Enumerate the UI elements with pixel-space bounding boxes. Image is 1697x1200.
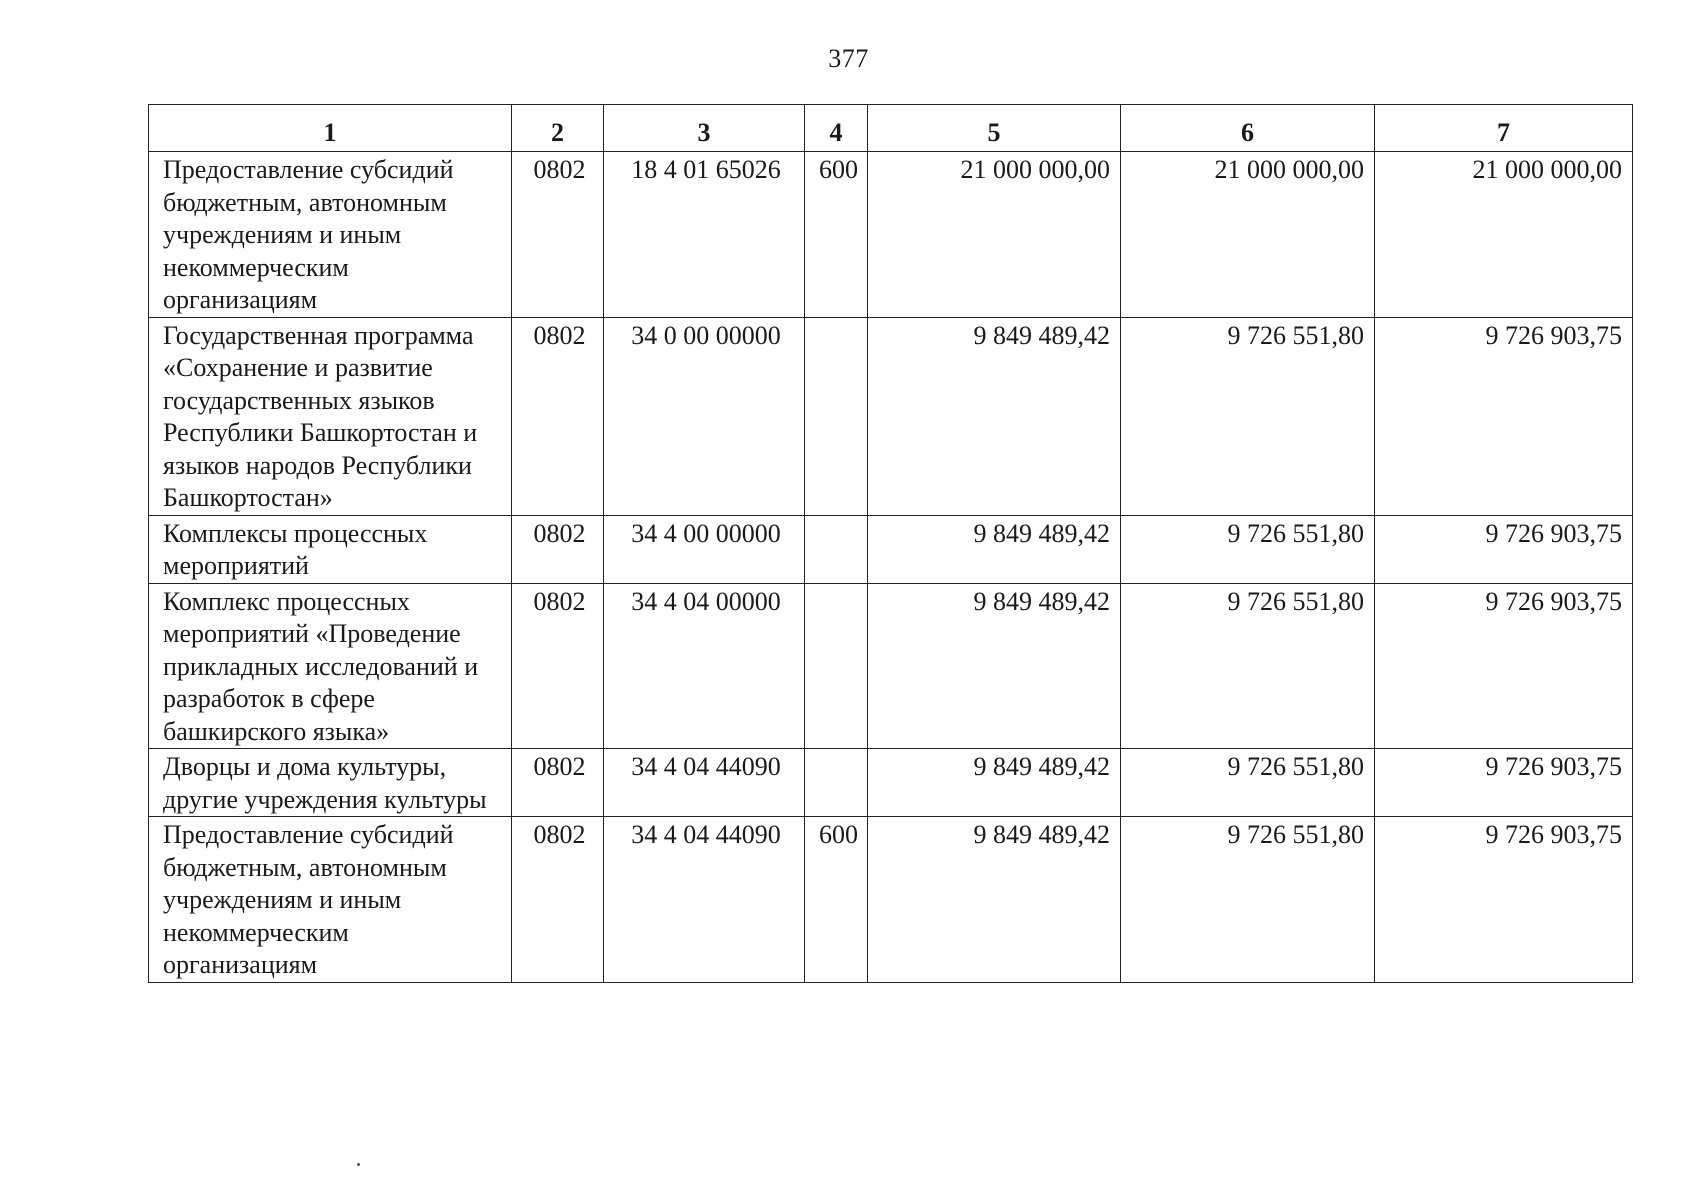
table-row	[149, 583, 1633, 749]
row-amount-col6: 9 726 551,80	[1121, 317, 1375, 515]
row-amount-col7: 9 726 903,75	[1375, 317, 1633, 515]
scan-speck	[357, 1163, 360, 1166]
row-expense-kind: 600	[805, 817, 868, 983]
row-amount-col5: 9 849 489,42	[868, 583, 1121, 749]
row-target-code: 34 4 04 44090	[604, 817, 805, 983]
header-col-4: 4	[805, 105, 868, 152]
row-section-code: 0802	[512, 583, 604, 749]
table-row	[149, 515, 1633, 583]
row-amount-col5: 9 849 489,42	[868, 817, 1121, 983]
table-row	[149, 317, 1633, 515]
header-col-1: 1	[149, 105, 512, 152]
row-target-code: 34 4 04 00000	[604, 583, 805, 749]
page-number: 377	[828, 44, 869, 73]
row-amount-col7: 21 000 000,00	[1375, 152, 1633, 318]
row-amount-col7: 9 726 903,75	[1375, 817, 1633, 983]
row-amount-col7: 9 726 903,75	[1375, 749, 1633, 817]
row-name: Комплексы процессных мероприятий	[149, 515, 512, 583]
row-amount-col5: 9 849 489,42	[868, 317, 1121, 515]
row-amount-col6: 9 726 551,80	[1121, 583, 1375, 749]
row-amount-col5: 21 000 000,00	[868, 152, 1121, 318]
header-col-5: 5	[868, 105, 1121, 152]
row-name: Государственная программа «Сохранение и развитие государственных языков Республики Башкортостан и языков народов Республики Башкортостан»	[149, 317, 512, 515]
row-section-code: 0802	[512, 317, 604, 515]
row-expense-kind: 600	[805, 152, 868, 318]
header-col-7: 7	[1375, 105, 1633, 152]
row-amount-col6: 9 726 551,80	[1121, 817, 1375, 983]
table-row	[149, 817, 1633, 983]
row-expense-kind	[805, 515, 868, 583]
row-amount-col7: 9 726 903,75	[1375, 515, 1633, 583]
table-row	[149, 749, 1633, 817]
header-col-6: 6	[1121, 105, 1375, 152]
row-section-code: 0802	[512, 749, 604, 817]
row-expense-kind	[805, 749, 868, 817]
row-name: Предоставление субсидий бюджетным, автономным учреждениям и иным некоммерческим организациям	[149, 817, 512, 983]
row-name: Комплекс процессных мероприятий «Проведение прикладных исследований и разработок в сфере башкирского языка»	[149, 583, 512, 749]
header-col-3: 3	[604, 105, 805, 152]
row-amount-col6: 9 726 551,80	[1121, 515, 1375, 583]
row-amount-col7: 9 726 903,75	[1375, 583, 1633, 749]
row-section-code: 0802	[512, 515, 604, 583]
budget-table	[148, 104, 1633, 983]
header-col-2: 2	[512, 105, 604, 152]
row-target-code: 18 4 01 65026	[604, 152, 805, 318]
row-section-code: 0802	[512, 817, 604, 983]
row-amount-col6: 9 726 551,80	[1121, 749, 1375, 817]
row-name: Дворцы и дома культуры, другие учреждения культуры	[149, 749, 512, 817]
row-expense-kind	[805, 317, 868, 515]
row-target-code: 34 4 04 44090	[604, 749, 805, 817]
row-amount-col5: 9 849 489,42	[868, 749, 1121, 817]
row-amount-col6: 21 000 000,00	[1121, 152, 1375, 318]
row-expense-kind	[805, 583, 868, 749]
table-header-row	[149, 105, 1633, 152]
row-amount-col5: 9 849 489,42	[868, 515, 1121, 583]
row-section-code: 0802	[512, 152, 604, 318]
table-row	[149, 152, 1633, 318]
row-name: Предоставление субсидий бюджетным, автономным учреждениям и иным некоммерческим организациям	[149, 152, 512, 318]
row-target-code: 34 4 00 00000	[604, 515, 805, 583]
row-target-code: 34 0 00 00000	[604, 317, 805, 515]
